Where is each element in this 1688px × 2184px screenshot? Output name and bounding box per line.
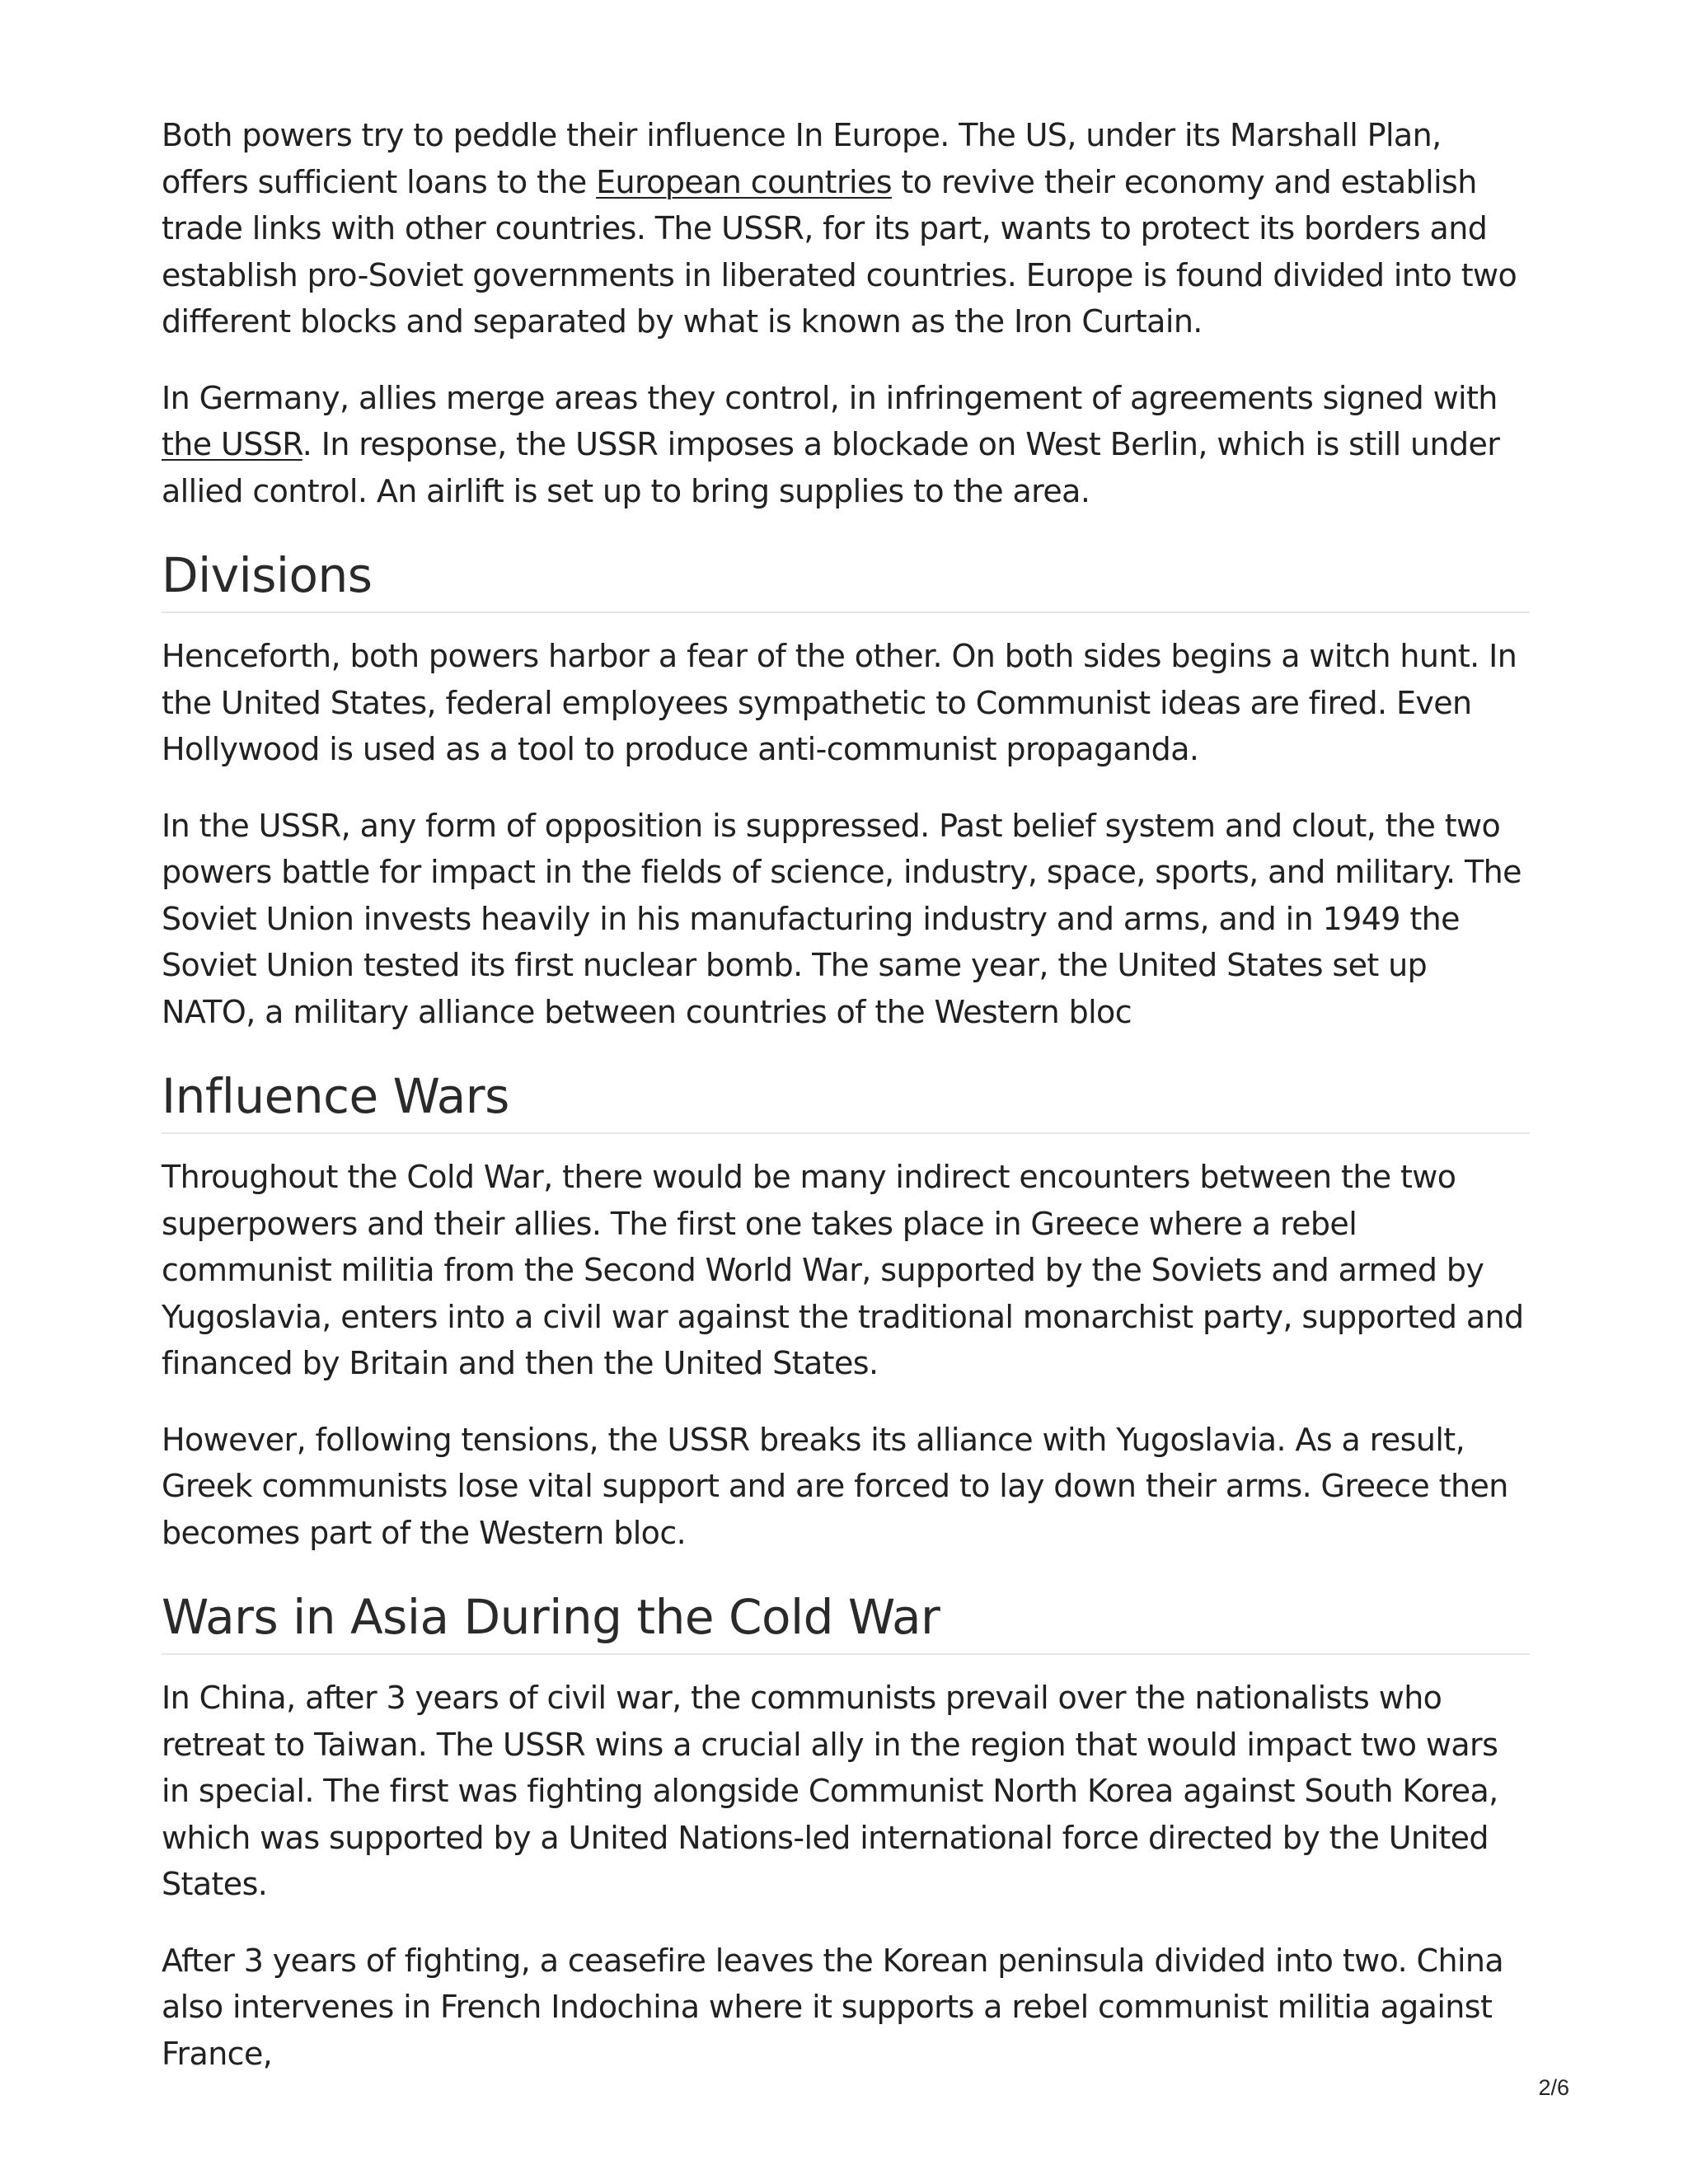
divisions-paragraph-2: In the USSR, any form of opposition is suppressed. Past belief system and clout, the two powers battle for impact in the fields of science, industry, space, sports, and military. The Soviet Union invests heavily in his manufacturing industry and arms, and in 1949 the Soviet Union tested its first nuclear bomb. The same year, the United States set up NATO, a military alliance between countries of the Western bloc: [162, 807, 1522, 1030]
intro-paragraph-1: [162, 112, 1530, 345]
influence-wars-paragraph-2: However, following tensions, the USSR breaks its alliance with Yugoslavia. As a result, Greek communists lose vital support and are forced to lay down their arms. Greece then becomes part of the Western bloc.: [162, 1421, 1508, 1551]
text-run: . In response, the USSR imposes a blockade on West Berlin, which is still under allied control. An airlift is set up to bring supplies to the area.: [162, 426, 1500, 509]
text-run: to revive their economy and establish trade links with other countries. The USSR, for its part, wants to protect its borders and establish pro-Soviet governments in liberated countries. Europe is found divided into two different blocks and separated by what is known as the Iron Curtain.: [162, 163, 1517, 340]
divisions-heading: Divisions: [162, 544, 1530, 613]
document-page: [162, 112, 1530, 2107]
divisions-paragraph-1: Henceforth, both powers harbor a fear of the other. On both sides begins a witch hunt. In the United States, federal employees sympathetic to Communist ideas are fired. Even Hollywood is used as a tool to produce anti-communist propaganda.: [162, 638, 1517, 767]
text-run: In Germany, allies merge areas they control, in infringement of agreements signed with: [162, 379, 1498, 416]
text-run: Both powers try to peddle their influence In Europe. The US, under its Marshall Plan, offers sufficient loans to the: [162, 117, 1442, 200]
european-countries-link[interactable]: European countries: [596, 163, 892, 200]
page-number: 2/6: [1538, 2075, 1569, 2100]
wars-in-asia-heading: Wars in Asia During the Cold War: [162, 1586, 1530, 1655]
wars-in-asia-paragraph-2: After 3 years of fighting, a ceasefire leaves the Korean peninsula divided into two. China also intervenes in French Indochina where it supports a rebel communist militia against France,: [162, 1942, 1504, 2072]
the-ussr-link[interactable]: the USSR: [162, 426, 302, 462]
intro-paragraph-2: [162, 375, 1530, 515]
wars-in-asia-paragraph-1: In China, after 3 years of civil war, the communists prevail over the nationalists who retreat to Taiwan. The USSR wins a crucial ally in the region that would impact two wars in special. The first was fighting alongside Communist North Korea against South Korea, which was supported by a United Nations-led international force directed by the United States.: [162, 1680, 1498, 1902]
influence-wars-paragraph-1: Throughout the Cold War, there would be many indirect encounters between the two superpowers and their allies. The first one takes place in Greece where a rebel communist militia from the Second World War, supported by the Soviets and armed by Yugoslavia, enters into a civil war against the traditional monarchist party, supported and financed by Britain and then the United States.: [162, 1159, 1524, 1381]
influence-wars-heading: Influence Wars: [162, 1065, 1530, 1134]
